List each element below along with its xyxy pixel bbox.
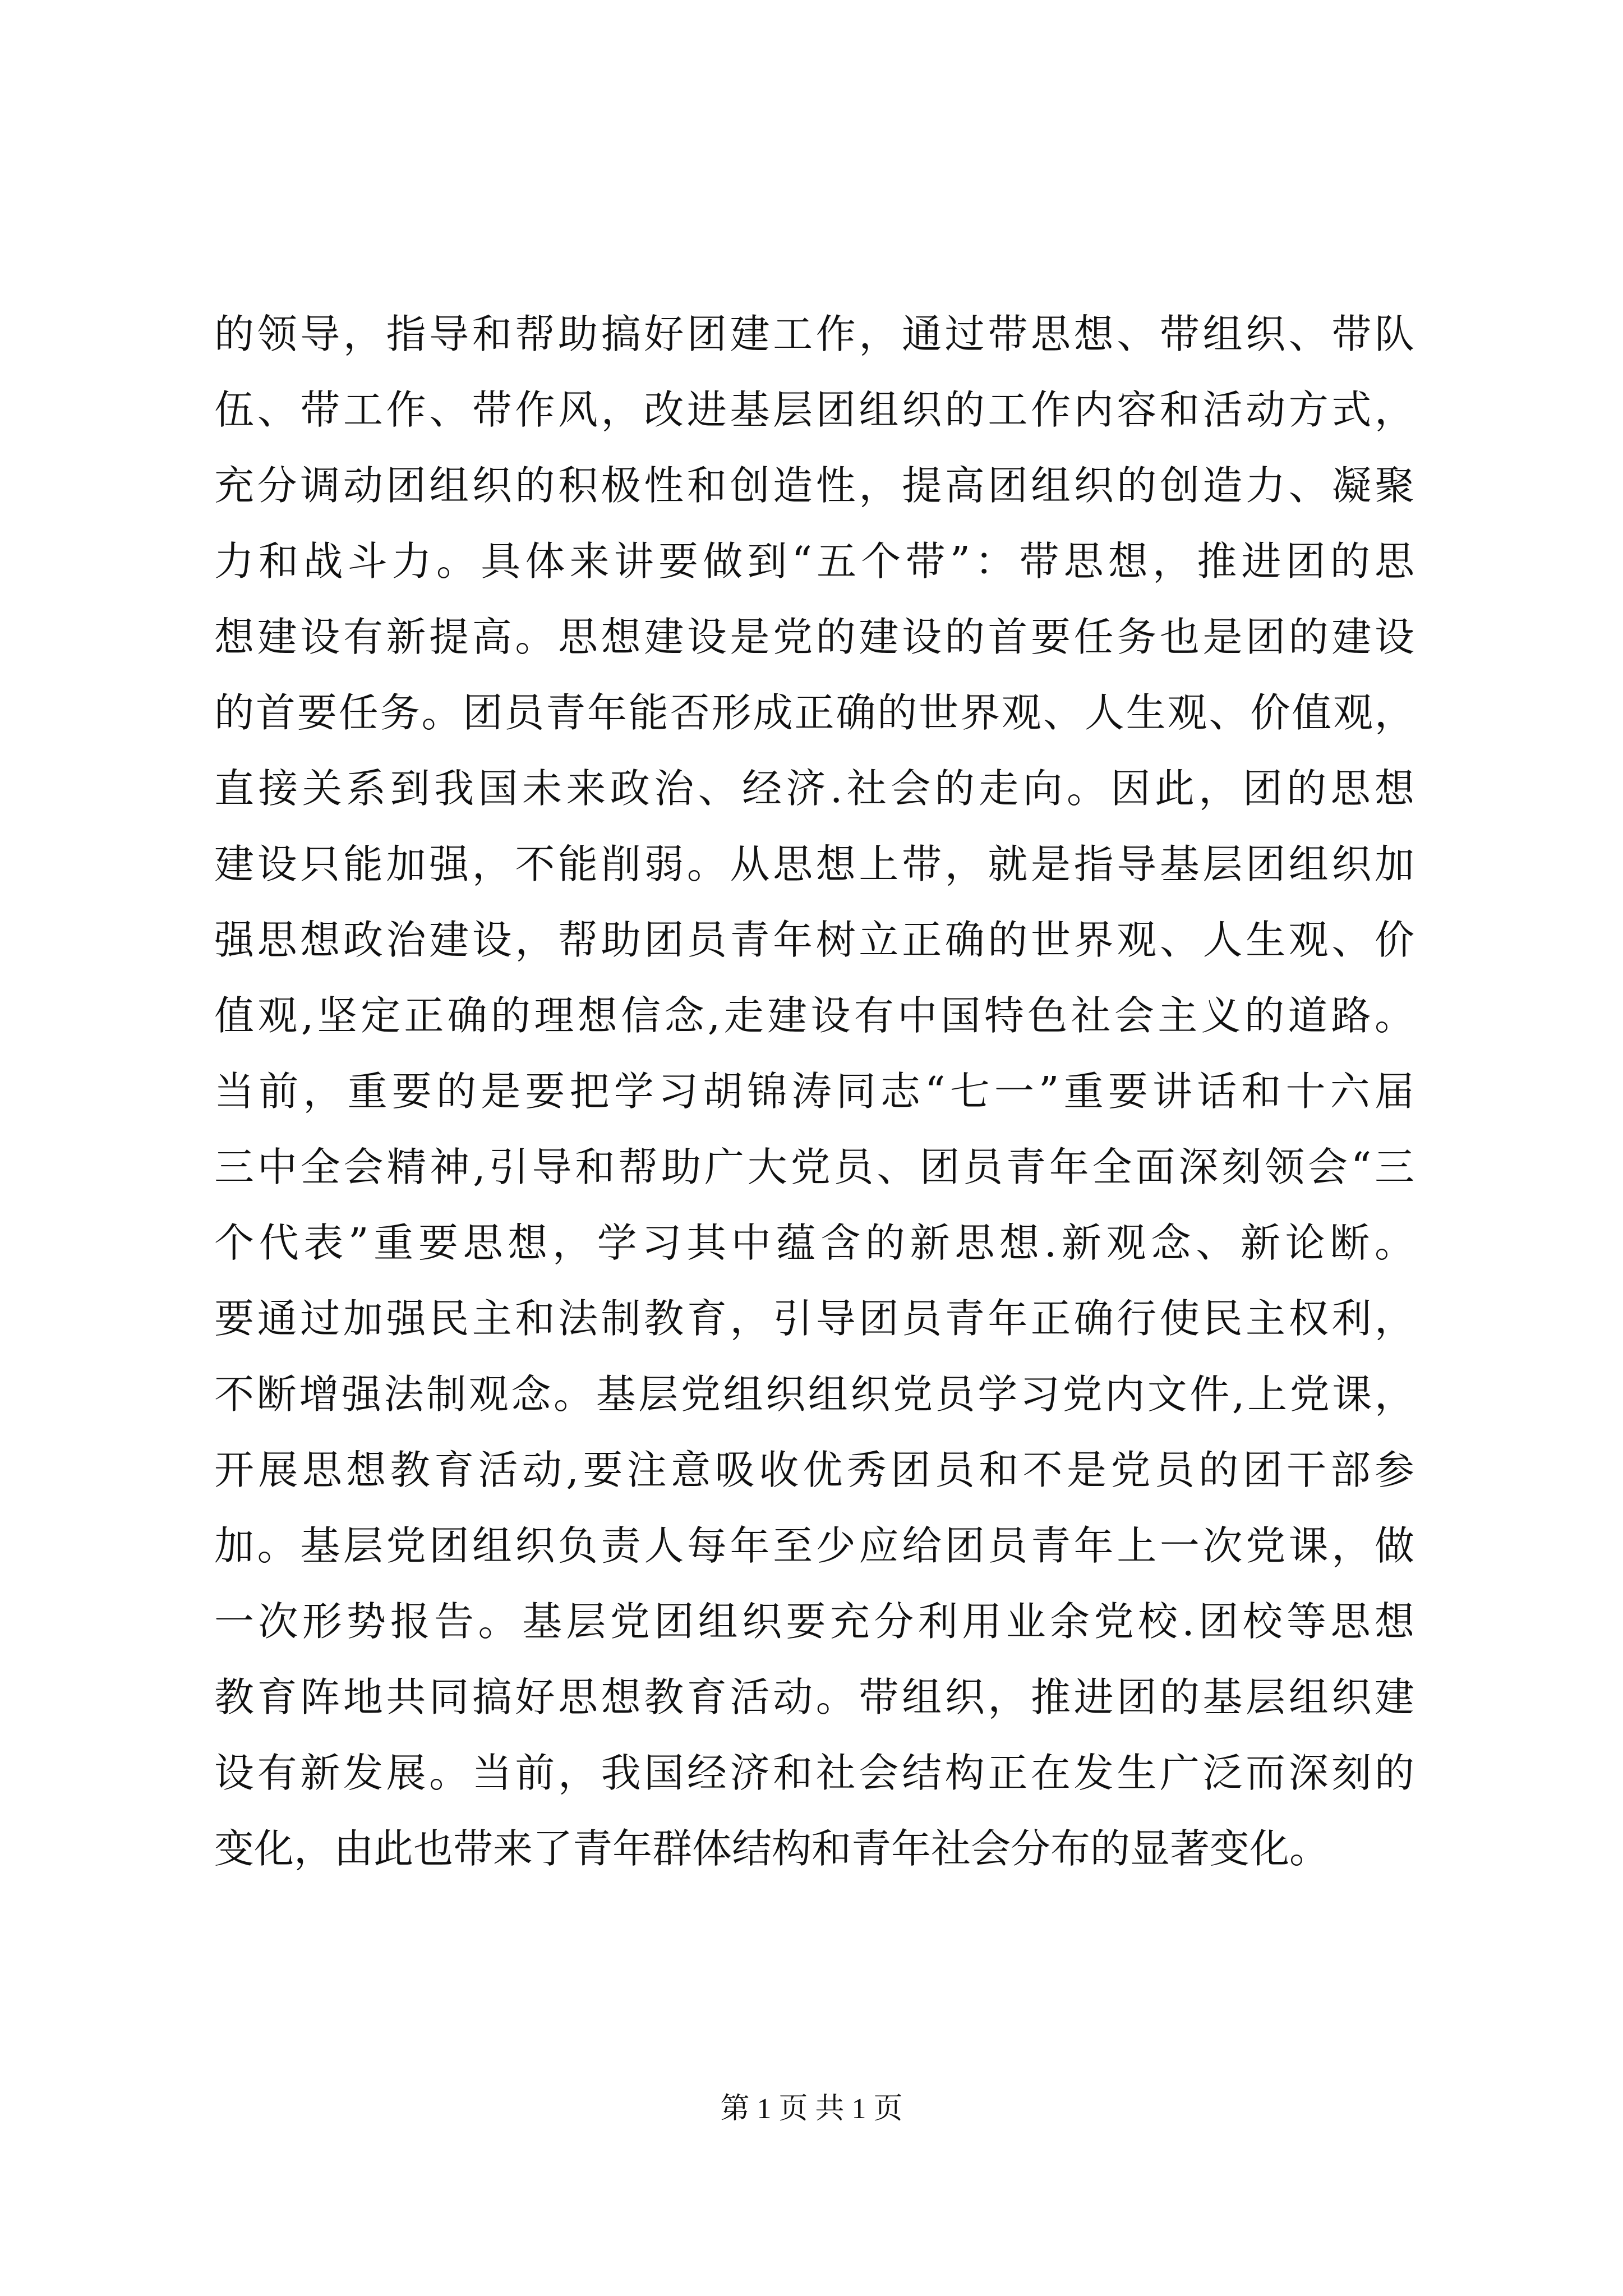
text-line: 充分调动团组织的积极性和创造性，提高团组织的创造力、凝聚 bbox=[214, 462, 1414, 509]
text-line: 建设只能加强，不能削弱。从思想上带，就是指导基层团组织加 bbox=[214, 841, 1414, 887]
text-line: 不断增强法制观念。基层党组织组织党员学习党内文件,上党课， bbox=[214, 1371, 1414, 1418]
text-line: 要通过加强民主和法制教育，引导团员青年正确行使民主权利， bbox=[214, 1295, 1414, 1342]
text-line: 的领导，指导和帮助搞好团建工作，通过带思想、带组织、带队 bbox=[214, 311, 1414, 357]
text-line: 变化，由此也带来了青年群体结构和青年社会分布的显著变化。 bbox=[214, 1825, 1330, 1872]
text-line: 力和战斗力。具体来讲要做到“五个带”：带思想，推进团的思 bbox=[214, 538, 1414, 585]
text-line: 开展思想教育活动,要注意吸收优秀团员和不是党员的团干部参 bbox=[214, 1447, 1414, 1493]
text-line: 值观,坚定正确的理想信念,走建设有中国特色社会主义的道路。 bbox=[214, 992, 1414, 1039]
text-line: 教育阵地共同搞好思想教育活动。带组织，推进团的基层组织建 bbox=[214, 1674, 1414, 1720]
body-paragraph bbox=[214, 296, 1414, 1887]
text-line: 当前，重要的是要把学习胡锦涛同志“七一”重要讲话和十六届 bbox=[214, 1068, 1414, 1115]
text-line: 直接关系到我国未来政治、经济.社会的走向。因此，团的思想 bbox=[214, 765, 1414, 812]
text-line: 设有新发展。当前，我国经济和社会结构正在发生广泛而深刻的 bbox=[214, 1750, 1414, 1796]
text-line: 个代表”重要思想，学习其中蕴含的新思想.新观念、新论断。 bbox=[214, 1220, 1414, 1266]
page-footer bbox=[0, 2090, 1623, 2129]
text-line: 加。基层党团组织负责人每年至少应给团员青年上一次党课，做 bbox=[214, 1522, 1414, 1569]
text-line: 想建设有新提高。思想建设是党的建设的首要任务也是团的建设 bbox=[214, 614, 1414, 660]
text-line: 伍、带工作、带作风，改进基层团组织的工作内容和活动方式， bbox=[214, 386, 1414, 433]
text-line: 三中全会精神,引导和帮助广大党员、团员青年全面深刻领会“三 bbox=[214, 1144, 1414, 1190]
page-number: 第 1 页 共 1 页 bbox=[720, 2093, 903, 2125]
text-line: 强思想政治建设，帮助团员青年树立正确的世界观、人生观、价 bbox=[214, 917, 1414, 963]
text-line: 的首要任务。团员青年能否形成正确的世界观、人生观、价值观， bbox=[214, 689, 1414, 736]
text-line: 一次形势报告。基层党团组织要充分利用业余党校.团校等思想 bbox=[214, 1598, 1414, 1645]
